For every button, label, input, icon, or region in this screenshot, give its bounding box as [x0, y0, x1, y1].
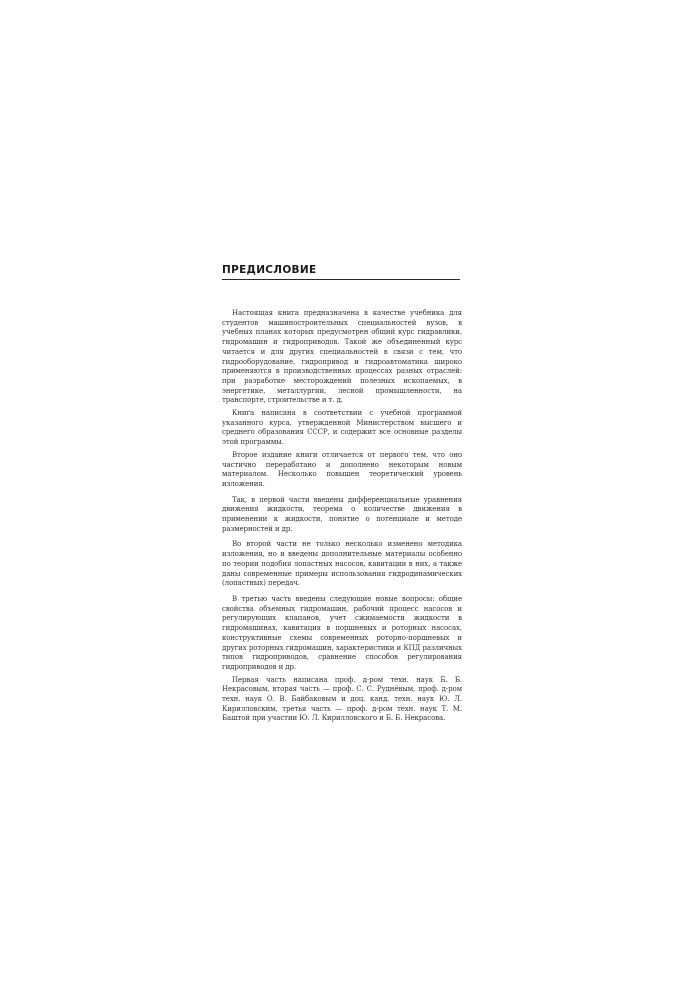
paragraph: Книга написана в соответствии с учебной программой указанного курса, утвержденной Министерством высшего и среднего образования СССР, и содержит все основные разделы этой программы. [222, 409, 462, 447]
paragraph: Первая часть написана проф. д-ром техн. наук Б. Б. Некрасовым, вторая часть — проф. С. С. Руднёвым, проф. д-ром техн. наук О. В. Байбаковым и доц. канд. техн. наук Ю. Л. Кирилловским, третья часть — проф. д-ром техн. наук Т. М. Баштой при участии Ю. Л. Кирилловского и Б. Б. Некрасова. [222, 675, 462, 723]
paragraph: В третью часть введены следующие новые вопросы: общие свойства объемных гидромашин, рабочий процесс насосов и регулирующих клапанов, учет сжимаемости жидкости в гидромашинах, кавитация в поршневых и роторных насосах, конструктивные схемы современных роторно-поршневых и других роторных гидромашин, характеристики и КПД различных типов гидроприводов, сравнение способов регулирования гидроприводов и др. [222, 594, 462, 671]
paragraph: Настоящая книга предназначена в качестве учебника для студентов машиностроительных специальностей вузов, в учебных планах которых предусмотрен общий курс гидравлики, гидромашин и гидроприводов. Такой же объединенный курс читается и для других специальностей в связи с тем, что гидрооборудование, гидропривод и гидроавтоматика широко применяются в производственных процессах разных отраслей: при разработке месторождений полезных ископаемых, в энергетике, металлургии, лесной промышленности, на транспорте, строительстве и т. д. [222, 309, 462, 405]
paragraph: Во второй части не только несколько изменено методика изложения, но и введены дополнительные материалы особенно по теории подобия лопастных насосов, кавитации в них, а также даны современные примеры использования гидродинамических (лопастных) передач. [222, 540, 462, 588]
preface-body [222, 309, 462, 727]
paragraph: Второе издание книги отличается от первого тем, что оно частично переработано и дополнено некоторым новым материалом. Несколько повышен теоретический уровень изложения. [222, 450, 462, 488]
paragraph: Так, в первой части введены дифференциальные уравнения движения жидкости, теорема о количестве движения в применении к жидкости, понятие о потенциале и методе размерностей и др. [222, 495, 462, 533]
heading-divider [222, 279, 460, 280]
page-heading: ПРЕДИСЛОВИЕ [222, 264, 317, 276]
